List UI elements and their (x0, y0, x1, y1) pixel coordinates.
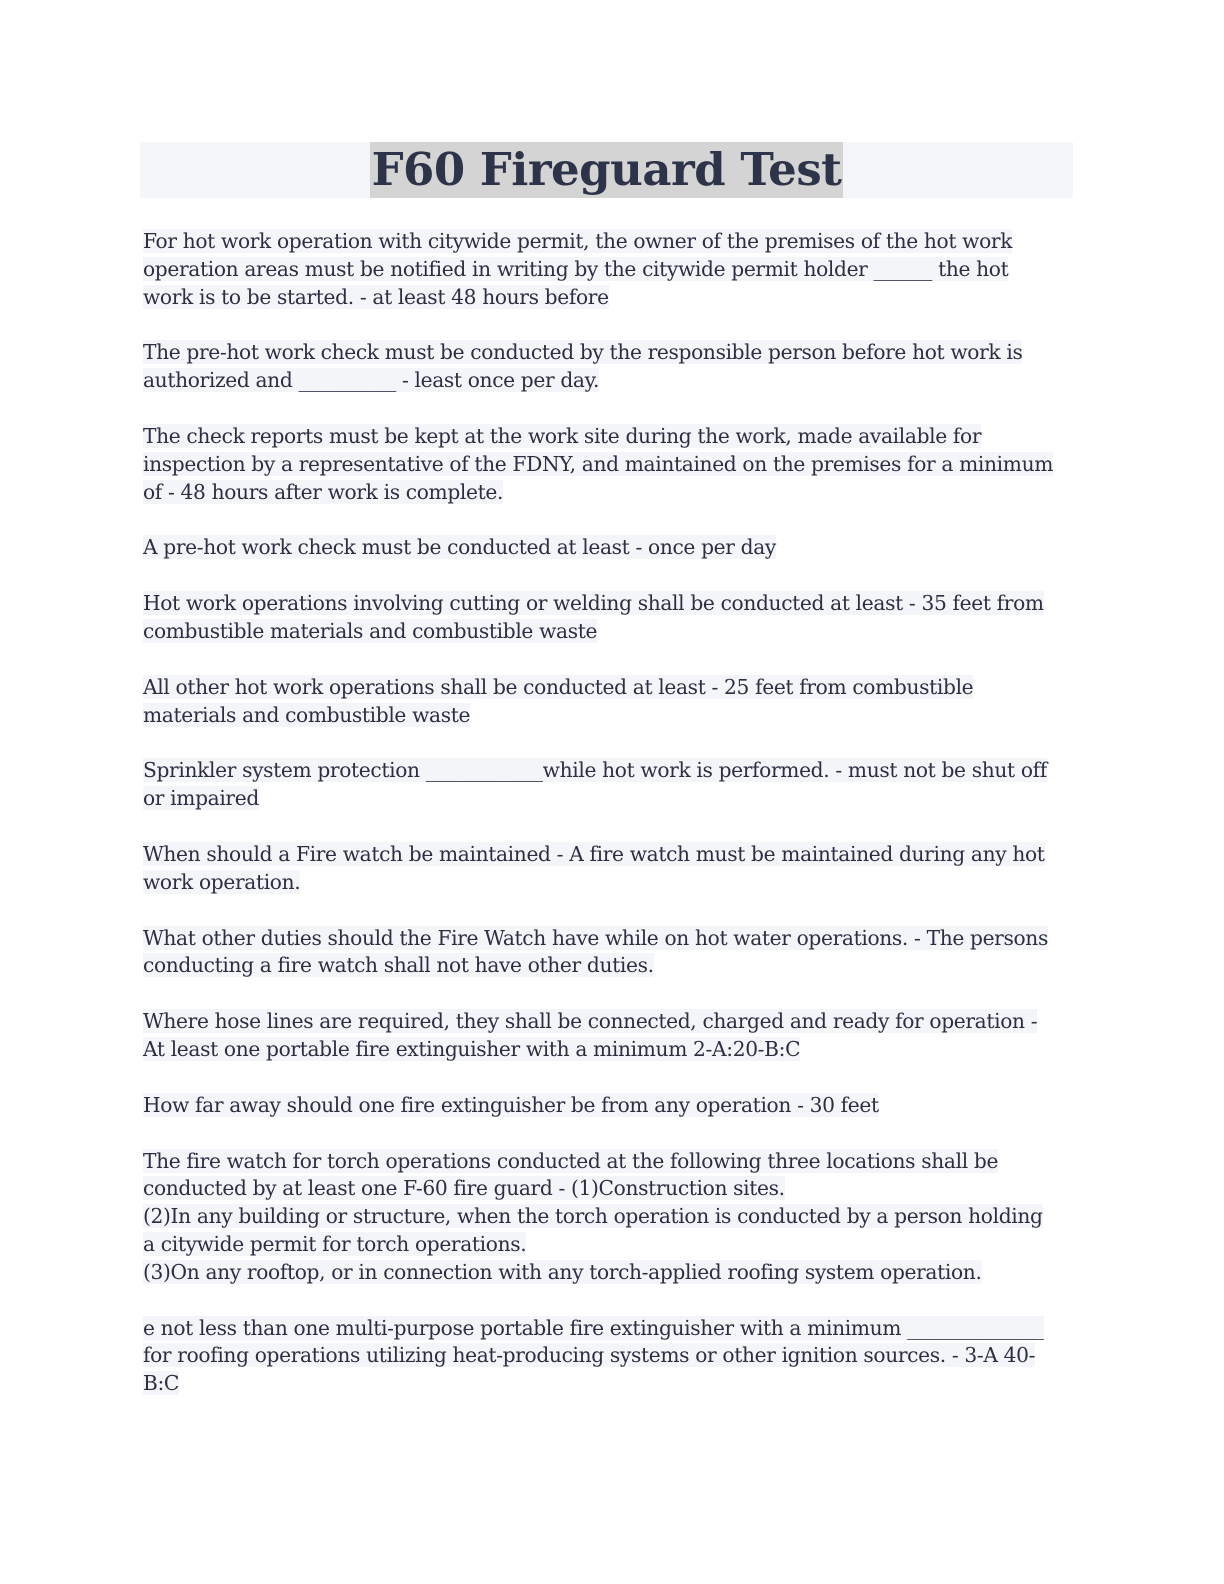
qa-line-text: The fire watch for torch operations conducted at the following three locations shall be (143, 1148, 999, 1173)
qa-line-text: For hot work operation with citywide permit, the owner of the premises of the hot work (143, 229, 1013, 253)
qa-line (143, 1315, 1078, 1343)
qa-line (143, 1092, 1078, 1120)
qa-line-text: (3)On any rooftop, or in connection with any torch-applied roofing system operation. (143, 1259, 982, 1284)
qa-line-text: All other hot work operations shall be conducted at least - 25 feet from combustible (143, 674, 974, 699)
qa-line-text: of - 48 hours after work is complete. (143, 479, 504, 504)
qa-line-text: inspection by a representative of the FDNY, and maintained on the premises for a minimum (143, 451, 1054, 476)
qa-line-text: work is to be started. - at least 48 hours before (143, 284, 609, 309)
qa-line (143, 952, 1078, 980)
qa-line-text: How far away should one fire extinguisher be from any operation - 30 feet (143, 1092, 879, 1117)
qa-line-text: combustible materials and combustible waste (143, 618, 598, 643)
qa-entry (143, 674, 1078, 730)
qa-line-text: or impaired (143, 786, 259, 811)
qa-entry (143, 925, 1078, 981)
qa-line (143, 702, 1078, 730)
qa-line (143, 479, 1078, 507)
qa-line (143, 534, 1078, 562)
qa-entry (143, 1148, 1078, 1287)
qa-entry (143, 590, 1078, 646)
qa-line (143, 339, 1078, 367)
qa-line-text: Where hose lines are required, they shall be connected, charged and ready for operation - (143, 1009, 1038, 1034)
qa-entry (143, 339, 1078, 395)
qa-entry (143, 1008, 1078, 1064)
qa-line-text: conducting a fire watch shall not have other duties. (143, 953, 654, 978)
qa-line-text: A pre-hot work check must be conducted at least - once per day (143, 535, 776, 560)
qa-line (143, 841, 1078, 869)
qa-entry (143, 423, 1078, 506)
qa-line (143, 367, 1078, 395)
qa-line (143, 284, 1078, 312)
qa-line (143, 423, 1078, 451)
qa-entry (143, 1315, 1078, 1398)
qa-line (143, 869, 1078, 897)
question-answer-list (143, 228, 1078, 1426)
qa-line (143, 674, 1078, 702)
qa-line-text: The check reports must be kept at the work site during the work, made available for (143, 423, 982, 448)
qa-line-text: a citywide permit for torch operations. (143, 1231, 527, 1256)
qa-line (143, 590, 1078, 618)
qa-line-text: materials and combustible waste (143, 702, 471, 727)
qa-line-text: When should a Fire watch be maintained - A fire watch must be maintained during any hot (143, 841, 1045, 866)
qa-line-text: Hot work operations involving cutting or welding shall be conducted at least - 35 feet from (143, 591, 1044, 616)
qa-line (143, 1231, 1078, 1259)
qa-line-text: Sprinkler system protection ____________while hot work is performed. - must not be shut off (143, 758, 1047, 783)
qa-line (143, 1175, 1078, 1203)
qa-entry (143, 228, 1078, 311)
qa-line-text: (2)In any building or structure, when the torch operation is conducted by a person holding (143, 1204, 1043, 1229)
page-title: F60 Fireguard Test (371, 143, 842, 196)
qa-entry (143, 534, 1078, 562)
qa-line (143, 1036, 1078, 1064)
qa-line (143, 451, 1078, 479)
qa-entry (143, 1092, 1078, 1120)
qa-line-text: authorized and __________ - least once per day. (143, 368, 600, 393)
qa-line-text: The pre-hot work check must be conducted by the responsible person before hot work is (143, 340, 1023, 365)
qa-line-text: work operation. (143, 869, 301, 894)
qa-line (143, 228, 1078, 256)
qa-line (143, 785, 1078, 813)
qa-line-text: B:C (143, 1371, 180, 1396)
title-bar (140, 142, 1073, 198)
qa-line (143, 1342, 1078, 1370)
qa-line-text: operation areas must be notified in writing by the citywide permit holder ______ the hot (143, 256, 1009, 281)
qa-line (143, 1370, 1078, 1398)
qa-line-text: What other duties should the Fire Watch have while on hot water operations. - The persons (143, 925, 1048, 950)
qa-line-text: e not less than one multi-purpose portable fire extinguisher with a minimum ______________ (143, 1315, 1044, 1340)
qa-entry (143, 757, 1078, 813)
qa-line (143, 618, 1078, 646)
qa-line (143, 1203, 1078, 1231)
qa-entry (143, 841, 1078, 897)
qa-line (143, 256, 1078, 284)
qa-line (143, 757, 1078, 785)
qa-line-text: conducted by at least one F-60 fire guard - (1)Construction sites. (143, 1176, 785, 1201)
qa-line (143, 1148, 1078, 1176)
qa-line-text: for roofing operations utilizing heat-producing systems or other ignition sources. - 3-A 40- (143, 1343, 1036, 1368)
qa-line (143, 1008, 1078, 1036)
qa-line (143, 1259, 1078, 1287)
qa-line (143, 925, 1078, 953)
qa-line-text: At least one portable fire extinguisher with a minimum 2-A:20-B:C (143, 1036, 801, 1061)
